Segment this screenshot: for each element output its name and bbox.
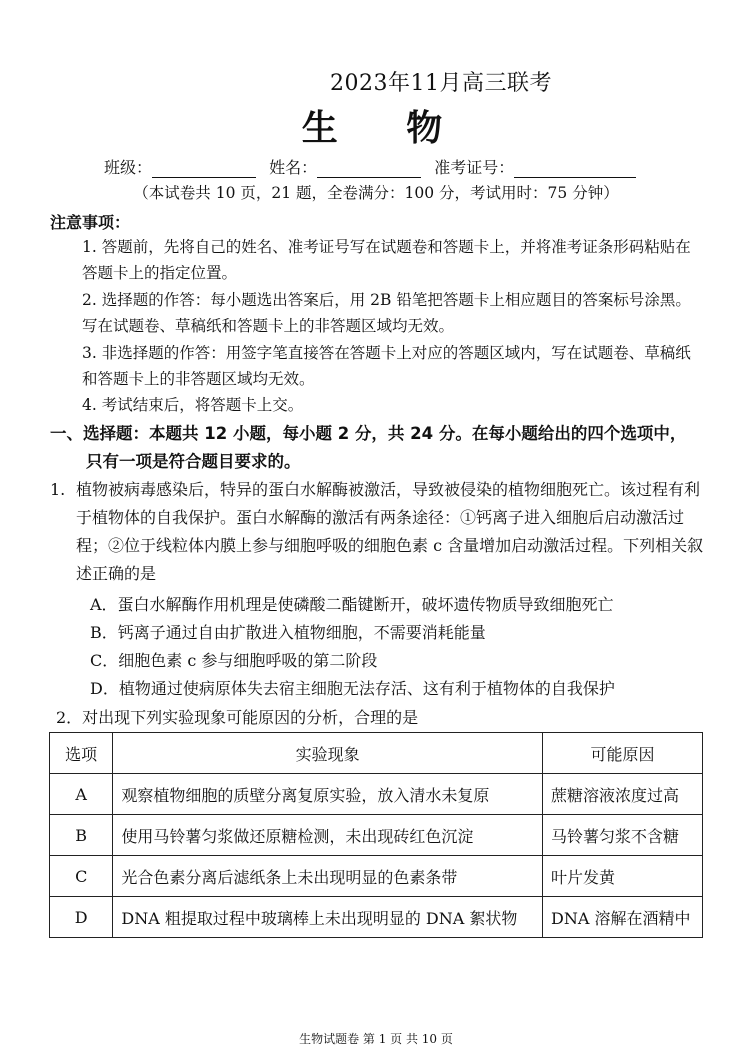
notice-item-1-text: 1. 答题前，先将自己的姓名、准考证号写在试题卷和答题卡上，并将准考证条形码粘贴在答题卡上的指定位置。 [82,238,691,282]
row-reason: 蔗糖溶液浓度过高 [543,774,703,815]
row-phenomenon: 使用马铃薯匀浆做还原糖检测，未出现砖红色沉淀 [113,815,543,856]
section-heading [50,420,710,476]
page-footer: 生物试题卷 第 1 页 共 10 页 [299,1032,453,1046]
ticket-blank[interactable] [514,161,636,178]
notice-item-1 [50,234,702,286]
row-option: A [50,774,113,815]
row-reason: 叶片发黄 [543,856,703,897]
table-row [50,897,703,938]
notice-heading: 注意事项： [50,213,131,232]
table-row [50,815,703,856]
exam-note: （本试卷共 10 页，21 题，全卷满分：100 分，考试用时：75 分钟） [133,184,619,202]
ticket-label: 准考证号： [434,158,515,177]
q1-option-d[interactable]: D．植物通过使病原体失去宿主细胞无法存活、这有利于植物体的自我保护 [90,679,615,698]
header-option: 选项 [50,733,113,774]
question-1 [50,476,710,588]
section-heading-line2: 只有一项是符合题目要求的。 [86,452,301,471]
name-blank[interactable] [317,161,421,178]
exam-title: 2023年11月高三联考 [330,71,552,96]
row-option: C [50,856,113,897]
notice-item-3-text: 3. 非选择题的作答：用签字笔直接答在答题卡上对应的答题区域内，写在试题卷、草稿纸和答题卡上的非答题区域均无效。 [82,344,691,388]
student-info-line [104,155,644,178]
table-header-row [50,733,703,774]
q1-option-a[interactable]: A．蛋白水解酶作用机理是使磷酸二酯键断开，破坏遗传物质导致细胞死亡 [90,595,614,614]
notice-item-4 [50,392,702,418]
q1-option-b[interactable]: B．钙离子通过自由扩散进入植物细胞，不需要消耗能量 [90,623,486,642]
row-reason: DNA 溶解在酒精中 [543,897,703,938]
subject-title: 生 物 [301,108,471,149]
name-label: 姓名： [269,158,318,177]
experiment-table [49,732,703,938]
header-reason: 可能原因 [543,733,703,774]
row-option: D [50,897,113,938]
table-row [50,856,703,897]
section-heading-line1: 一、选择题：本题共 12 小题，每小题 2 分，共 24 分。在每小题给出的四个选项中， [50,424,687,443]
row-phenomenon: 观察植物细胞的质壁分离复原实验，放入清水未复原 [113,774,543,815]
notice-item-2 [50,287,702,339]
header-phenomenon: 实验现象 [113,733,543,774]
row-phenomenon: DNA 粗提取过程中玻璃棒上未出现明显的 DNA 絮状物 [113,897,543,938]
question-1-stem: 植物被病毒感染后，特异的蛋白水解酶被激活，导致被侵染的植物细胞死亡。该过程有利于植物体的自我保护。蛋白水解酶的激活有两条途径：①钙离子进入细胞后启动激活过程；②位于线粒体内膜上参与细胞呼吸的细胞色素 c 含量增加启动激活过程。下列相关叙述正确的是 [76,480,704,583]
question-1-number: 1. [50,480,66,499]
notice-item-3 [50,340,702,392]
row-reason: 马铃薯匀浆不含糖 [543,815,703,856]
row-phenomenon: 光合色素分离后滤纸条上未出现明显的色素条带 [113,856,543,897]
question-2-stem: 2．对出现下列实验现象可能原因的分析，合理的是 [56,708,419,727]
class-blank[interactable] [152,161,256,178]
q1-option-c[interactable]: C．细胞色素 c 参与细胞呼吸的第二阶段 [90,651,378,670]
class-label: 班级： [104,158,153,177]
notice-item-4-text: 4. 考试结束后，将答题卡上交。 [82,396,304,414]
table-row [50,774,703,815]
notice-item-2-text: 2. 选择题的作答：每小题选出答案后，用 2B 铅笔把答题卡上相应题目的答案标号涂黑。写在试题卷、草稿纸和答题卡上的非答题区域均无效。 [82,291,691,335]
row-option: B [50,815,113,856]
